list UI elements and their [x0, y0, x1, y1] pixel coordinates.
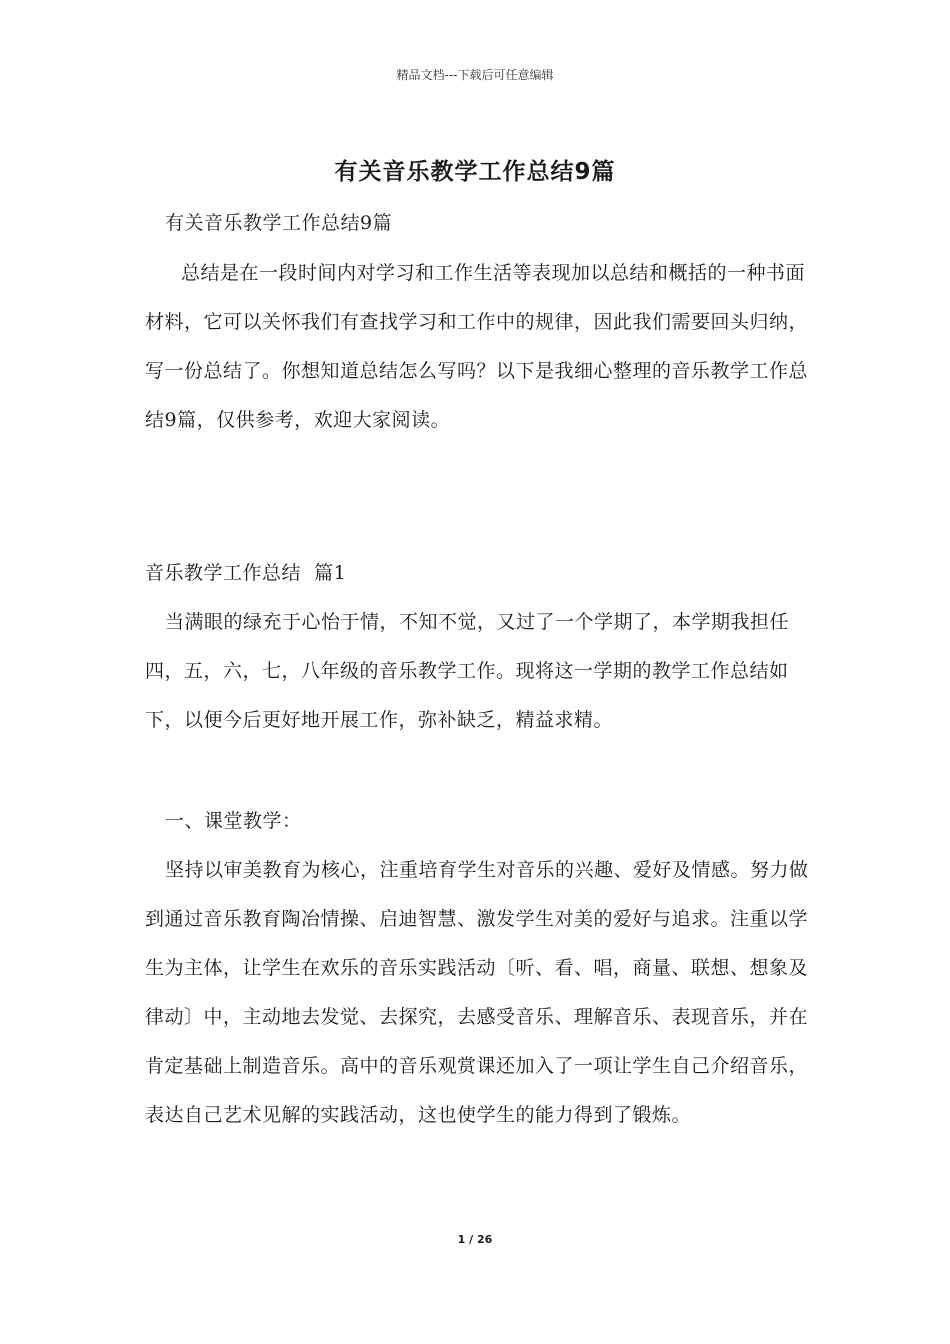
intro-text: 总结是在一段时间内对学习和工作生活等表现加以总结和概括的一种书面材料，它可以关怀我们有查找学习和工作中的规律，因此我们需要回头归纳，写一份总结了。你想知道总结怎么写吗？以下是我细心整理的音乐教学工作总结9篇，仅供参考，欢迎大家阅读。 [145, 262, 809, 431]
header-note: 精品文档---下载后可任意编辑 [396, 68, 554, 82]
sub-heading-classroom [145, 797, 810, 846]
paragraph-2 [145, 846, 810, 1140]
document-subtitle [145, 199, 810, 248]
section-heading [145, 549, 810, 598]
sub-heading-text: 一、课堂教学： [165, 810, 302, 832]
section-heading-text: 音乐教学工作总结 篇1 [145, 562, 347, 584]
paragraph-1 [145, 598, 810, 745]
paragraph-2-text: 坚持以审美教育为核心，注重培育学生对音乐的兴趣、爱好及情感。努力做到通过音乐教育陶冶情操、启迪智慧、激发学生对美的爱好与追求。注重以学生为主体，让学生在欢乐的音乐实践活动〔听、看、唱，商量、联想、想象及律动〕中，主动地去发觉、去探究，去感受音乐、理解音乐、表现音乐，并在肯定基础上制造音乐。高中的音乐观赏课还加入了一项让学生自己介绍音乐，表达自己艺术见解的实践活动，这也使学生的能力得到了锻炼。 [145, 859, 809, 1126]
paragraph-1-text: 当满眼的绿充于心怡于情，不知不觉，又过了一个学期了，本学期我担任四，五，六，七，八年级的音乐教学工作。现将这一学期的教学工作总结如下，以便今后更好地开展工作，弥补缺乏，精益求精。 [145, 611, 790, 731]
document-title: 有关音乐教学工作总结9篇 [334, 159, 616, 185]
intro-paragraph [145, 249, 810, 445]
subtitle-text: 有关音乐教学工作总结9篇 [165, 212, 393, 234]
page-number: 1 / 26 [457, 1233, 493, 1246]
